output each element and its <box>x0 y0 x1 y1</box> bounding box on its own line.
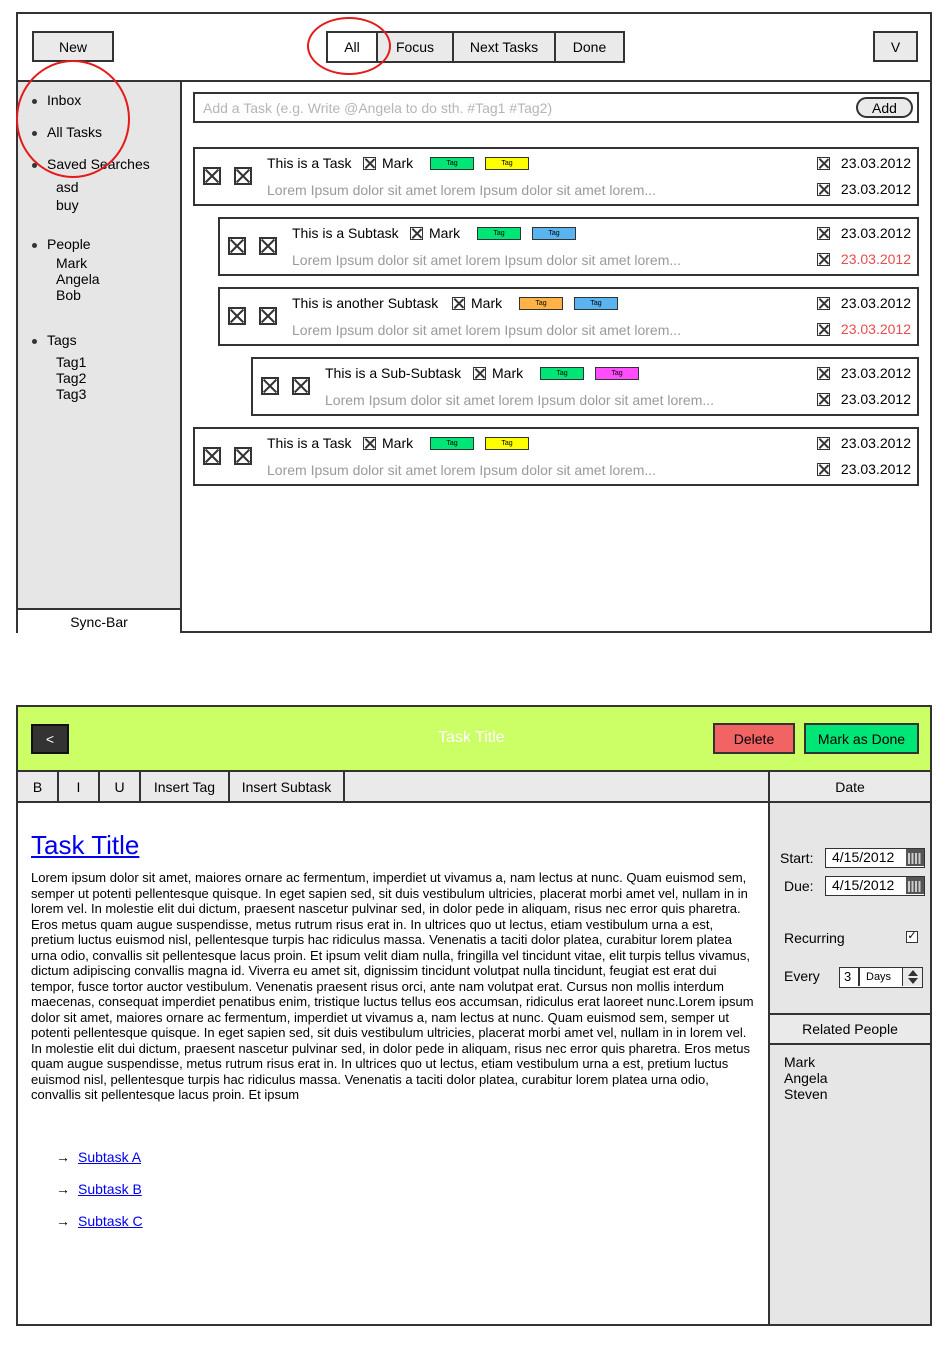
task-title[interactable]: This is another Subtask <box>292 295 439 311</box>
complete-checkbox-icon[interactable] <box>203 447 221 465</box>
sync-bar[interactable]: Sync-Bar <box>18 608 180 633</box>
sidebar-item-label: All Tasks <box>47 124 102 140</box>
assignee-checkbox-icon[interactable] <box>410 227 423 240</box>
start-date-checkbox-icon[interactable] <box>817 227 830 240</box>
add-task-bar <box>193 92 919 123</box>
complete-checkbox-icon[interactable] <box>261 377 279 395</box>
insert-tag-button[interactable]: Insert Tag <box>141 772 230 801</box>
tag-badge[interactable]: Tag <box>430 437 474 450</box>
due-date-value: 4/15/2012 <box>832 877 895 893</box>
people-panel-header: Related People <box>770 1013 930 1045</box>
sidebar-item-label: Tags <box>47 332 77 348</box>
start-label: Start: <box>780 850 814 866</box>
annotation-circle <box>307 17 391 75</box>
person-angela[interactable]: Angela <box>56 271 100 287</box>
delete-button[interactable]: Delete <box>713 723 795 754</box>
person-steven[interactable]: Steven <box>784 1086 828 1102</box>
recurring-checkbox[interactable]: ✓ <box>907 930 917 942</box>
bold-button[interactable]: B <box>18 772 59 801</box>
subtask-row[interactable] <box>218 217 919 276</box>
tag-badge[interactable]: Tag <box>574 297 618 310</box>
every-number: 3 <box>844 969 852 984</box>
subtask-link-a[interactable] <box>56 1149 141 1165</box>
subtask-label[interactable]: Subtask B <box>78 1181 142 1197</box>
complete-checkbox-icon[interactable] <box>203 167 221 185</box>
start-date-checkbox-icon[interactable] <box>817 437 830 450</box>
due-date-field[interactable] <box>825 876 925 896</box>
every-unit: Days <box>866 971 892 983</box>
tag-badge[interactable]: Tag <box>519 297 563 310</box>
focus-checkbox-icon[interactable] <box>292 377 310 395</box>
sidebar-item-tags[interactable] <box>32 332 77 348</box>
subtask-link-b[interactable] <box>56 1181 142 1197</box>
start-date: 23.03.2012 <box>840 295 911 311</box>
start-date-checkbox-icon[interactable] <box>817 367 830 380</box>
tag-badge[interactable]: Tag <box>540 367 584 380</box>
start-date: 23.03.2012 <box>840 435 911 451</box>
calendar-icon[interactable] <box>906 849 924 866</box>
due-date-checkbox-icon[interactable] <box>817 323 830 336</box>
start-date-checkbox-icon[interactable] <box>817 297 830 310</box>
tag-badge[interactable]: Tag <box>532 227 576 240</box>
due-date: 23.03.2012 <box>840 181 911 197</box>
due-label: Due: <box>784 878 814 894</box>
detail-side-panel <box>768 772 930 1324</box>
task-title[interactable]: This is a Subtask <box>292 225 399 241</box>
related-people-list <box>784 1054 828 1102</box>
add-button[interactable]: Add <box>856 97 913 118</box>
italic-button[interactable]: I <box>59 772 100 801</box>
due-date: 23.03.2012 <box>840 391 911 407</box>
person-angela[interactable]: Angela <box>784 1070 828 1086</box>
tag-tag2[interactable]: Tag2 <box>56 370 87 386</box>
sidebar-item-label: Inbox <box>47 92 82 108</box>
new-button[interactable]: New <box>32 31 114 62</box>
mark-as-done-button[interactable]: Mark as Done <box>804 723 919 754</box>
insert-subtask-button[interactable]: Insert Subtask <box>230 772 345 801</box>
due-date: 23.03.2012 <box>840 321 911 337</box>
subtask-label[interactable]: Subtask C <box>78 1213 143 1229</box>
tag-badge[interactable]: Tag <box>430 157 474 170</box>
tag-badge[interactable]: Tag <box>595 367 639 380</box>
assignee-label: Mark <box>492 365 524 381</box>
assignee-label: Mark <box>382 435 414 451</box>
task-title[interactable]: This is a Sub-Subtask <box>325 365 462 381</box>
sidebar-item-people[interactable] <box>32 236 91 252</box>
subtask-label[interactable]: Subtask A <box>78 1149 142 1165</box>
task-description: Lorem Ipsum dolor sit amet lorem Ipsum dolor sit amet lorem... <box>325 392 715 408</box>
task-description[interactable]: Lorem ipsum dolor sit amet, maiores ornare ac fermentum, imperdiet ut vivamus a, nam lectus at nunc. Quam euismod sem, semper ut potenti pellentesque quisque. In eget sapien sed, sit duis vestibulum ultricies, placerat morbi amet vel, nullam in in lorem vel. In molestie elit dui dictum, praesent nascetur pulvinar sed, in dolor pede in aliquam, risus nec error quis pharetra. Eros metus quam augue suspendisse, metus rutrum risus erat in. In ultrices quo ut lectus, etiam vestibulum urna a est, pretium luctus euismod nisl, pellentesque turpis hac ridiculus massa. Venenatis a taciti dolor platea, curabitur lorem platea urna odio, convallis sit pellentesque lacus proin. Et ipsum velit diam nulla, fringilla vel tincidunt vitae, elit turpis tellus vivamus, dictum adipiscing convallis magna id. Viverra eu amet sit, dignissim tincidunt volutpat nulla tincidunt, feugiat est erat dui tempor, fusce tortor auctor vestibulum. Venenatis praesent risus orci, ante nam volutpat erat. Cursus non mollis interdum maecenas, consequat imperdiet penatibus enim, tristique luctus tellus eos accumsan, ridiculus erat laoreet nunc.Lorem ipsum dolor sit amet, maiores ornare ac fermentum, imperdiet ut vivamus a, nam lectus at nunc. Quam euismod sem, semper ut potenti pellentesque quisque. In eget sapien sed, sit duis vestibulum ultricies, placerat morbi amet vel, nullam in in lorem vel. In molestie elit dui dictum, praesent nascetur pulvinar sed, in dolor pede in aliquam, risus nec error quis pharetra. Eros metus quam augue suspendisse, metus rutrum risus erat in. In ultrices quo ut lectus, etiam vestibulum urna a est, pretium luctus euismod nisl, pellentesque turpis hac ridiculus massa. Venenatis a taciti dolor platea, curabitur lorem platea urna odio, convallis sit pellentesque lacus proin. Et ipsum <box>31 870 754 1102</box>
task-title[interactable]: This is a Task <box>267 155 352 171</box>
task-title[interactable]: Task Title <box>31 830 140 860</box>
task-row[interactable] <box>193 147 919 206</box>
tab-all[interactable]: All <box>326 31 378 63</box>
task-description: Lorem Ipsum dolor sit amet lorem Ipsum dolor sit amet lorem... <box>292 322 682 338</box>
tag-badge[interactable]: Tag <box>485 157 529 170</box>
saved-search-buy[interactable]: buy <box>56 197 79 213</box>
bullet-icon <box>32 243 37 248</box>
task-description: Lorem Ipsum dolor sit amet lorem Ipsum dolor sit amet lorem... <box>292 252 682 268</box>
underline-button[interactable]: U <box>100 772 141 801</box>
task-description: Lorem Ipsum dolor sit amet lorem Ipsum dolor sit amet lorem... <box>267 182 657 198</box>
person-mark[interactable]: Mark <box>56 255 88 271</box>
due-date-checkbox-icon[interactable] <box>817 463 830 476</box>
stepper-arrows-icon[interactable] <box>902 968 922 986</box>
recurring-label: Recurring <box>784 930 845 946</box>
tab-next-tasks[interactable]: Next Tasks <box>452 31 556 63</box>
every-stepper[interactable] <box>839 967 923 988</box>
bullet-icon <box>32 339 37 344</box>
arrow-right-icon: → <box>56 1149 70 1165</box>
arrow-right-icon: → <box>56 1213 70 1229</box>
task-title[interactable]: This is a Task <box>267 435 352 451</box>
subtask-link-c[interactable] <box>56 1213 143 1229</box>
start-date-checkbox-icon[interactable] <box>817 157 830 170</box>
task-row[interactable] <box>193 427 919 486</box>
complete-checkbox-icon[interactable] <box>228 237 246 255</box>
every-label: Every <box>784 968 820 984</box>
sidebar-item-label: Saved Searches <box>47 156 150 172</box>
divider <box>182 80 932 82</box>
tab-focus[interactable]: Focus <box>376 31 454 63</box>
assignee-checkbox-icon[interactable] <box>363 437 376 450</box>
person-mark[interactable]: Mark <box>784 1054 816 1070</box>
complete-checkbox-icon[interactable] <box>228 307 246 325</box>
tag-badge[interactable]: Tag <box>485 437 529 450</box>
person-bob[interactable]: Bob <box>56 287 81 303</box>
detail-header <box>18 707 930 772</box>
assignee-checkbox-icon[interactable] <box>363 157 376 170</box>
subtask-row[interactable] <box>218 287 919 346</box>
due-date-checkbox-icon[interactable] <box>817 253 830 266</box>
header-title: Task Title <box>438 729 505 746</box>
view-menu-button[interactable]: V <box>873 31 918 62</box>
tag-tag1[interactable]: Tag1 <box>56 354 87 370</box>
sidebar-item-label: People <box>47 236 91 252</box>
start-date: 23.03.2012 <box>840 365 911 381</box>
divider <box>858 968 860 986</box>
assignee-label: Mark <box>471 295 503 311</box>
start-date: 23.03.2012 <box>840 225 911 241</box>
due-date-checkbox-icon[interactable] <box>817 183 830 196</box>
start-date-value: 4/15/2012 <box>832 849 895 865</box>
saved-search-asd[interactable]: asd <box>56 179 79 195</box>
editor-toolbar <box>18 772 768 803</box>
focus-checkbox-icon[interactable] <box>234 167 252 185</box>
due-date: 23.03.2012 <box>840 251 911 267</box>
calendar-icon[interactable] <box>906 877 924 894</box>
start-date: 23.03.2012 <box>840 155 911 171</box>
focus-checkbox-icon[interactable] <box>259 307 277 325</box>
focus-checkbox-icon[interactable] <box>259 237 277 255</box>
annotation-circle <box>16 60 130 178</box>
sub-subtask-row[interactable] <box>251 357 919 416</box>
due-date: 23.03.2012 <box>840 461 911 477</box>
start-date-field[interactable] <box>825 848 925 868</box>
tab-done[interactable]: Done <box>554 31 625 63</box>
task-list-window <box>16 12 932 633</box>
assignee-checkbox-icon[interactable] <box>452 297 465 310</box>
back-button[interactable]: < <box>31 724 69 754</box>
assignee-label: Mark <box>382 155 414 171</box>
add-task-input[interactable]: Add a Task (e.g. Write @Angela to do sth. #Tag1 #Tag2) <box>203 100 553 116</box>
due-date-checkbox-icon[interactable] <box>817 393 830 406</box>
assignee-checkbox-icon[interactable] <box>473 367 486 380</box>
date-panel-header: Date <box>770 772 930 803</box>
task-detail-window <box>16 705 932 1326</box>
tag-badge[interactable]: Tag <box>477 227 521 240</box>
focus-checkbox-icon[interactable] <box>234 447 252 465</box>
task-description: Lorem Ipsum dolor sit amet lorem Ipsum dolor sit amet lorem... <box>267 462 657 478</box>
tag-tag3[interactable]: Tag3 <box>56 386 87 402</box>
arrow-right-icon: → <box>56 1181 70 1197</box>
assignee-label: Mark <box>429 225 461 241</box>
